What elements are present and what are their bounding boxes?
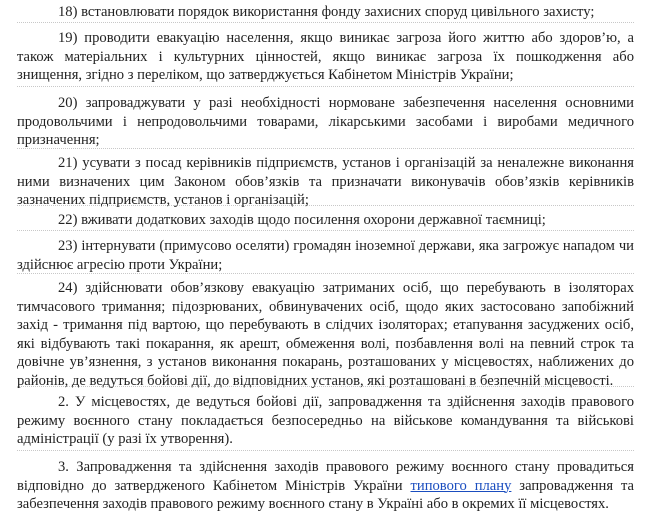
text-line: 21) усувати з посад керівників підприємств, установ і організацій за неналежне виконання	[58, 155, 634, 171]
text-line: тимчасового тримання; підозрюваних, обвинувачених осіб, щодо яких застосовано запобіжний	[17, 298, 634, 315]
text-line: призначення;	[17, 132, 100, 148]
text-line: 22) вживати додаткових заходів щодо посилення охорони державної таємниці;	[58, 212, 546, 228]
text-line: режиму воєнного стану покладається безпосередньо на військове командування та військові	[17, 412, 634, 429]
paragraph-item-3	[17, 451, 634, 513]
text-line-with-link	[17, 477, 634, 496]
text-line: 19) проводити евакуацію населення, якщо виникає загроза його життю або здоров’ю, а	[58, 30, 634, 46]
text-line: ними визначених цим Законом обов’язків та призначати виконувачів обов’язків керівників	[17, 173, 634, 190]
text-line: також матеріальних і культурних цінностей, якщо виникає загроза їх пошкодження або	[17, 48, 634, 65]
text-line: 24) здійснювати обов’язкову евакуацію затриманих осіб, що перебувають в ізоляторах	[58, 280, 634, 296]
paragraph-item-21	[17, 149, 634, 206]
text-line: які відбувають такі покарання, як арешт, обмеження волі, позбавлення волі на певний строк та	[17, 335, 634, 352]
text-line: адміністрації (у разі їх утворення).	[17, 431, 233, 447]
text-line: 23) інтернувати (примусово оселяти) громадян іноземної держави, яка загрожує нападом чи	[58, 238, 634, 254]
paragraph-item-20	[17, 87, 634, 149]
paragraph-item-24	[17, 274, 634, 387]
text-line: зазначених підприємств, установ і організацій;	[17, 192, 309, 208]
text-line: здійснює агресію проти України;	[17, 256, 223, 273]
text-line: районів, де ведуться бойові дії, до відповідних установ, які розташовані в безпечній місцевості.	[17, 372, 614, 389]
paragraph-item-2	[17, 387, 634, 451]
text-line: 18) встановлювати порядок використання фонду захисних споруд цивільного захисту;	[58, 4, 595, 20]
typical-plan-link[interactable]: типового плану	[410, 477, 512, 494]
text-line: захід - тримання під вартою, що перебувають в слідчих ізоляторах; етапування засуджених осіб,	[17, 317, 634, 333]
text-segment: відповідно до затвердженого Кабінетом Міністрів України	[17, 477, 411, 494]
paragraph-item-22	[17, 206, 634, 231]
paragraph-item-19	[17, 23, 634, 87]
text-line: 20) запроваджувати у разі необхідності нормоване забезпечення населення основними	[58, 95, 634, 111]
text-line: продовольчими і непродовольчими товарами, лікарськими засобами і виробами медичного	[17, 113, 634, 130]
paragraph-item-23	[17, 231, 634, 274]
text-segment: запровадження та	[511, 477, 634, 494]
paragraph-item-18	[17, 0, 634, 23]
text-line: 2. У місцевостях, де ведуться бойові дії, запровадження та здійснення заходів правового	[58, 394, 634, 410]
text-line: забезпечення заходів правового режиму воєнного стану в Україні або в окремих її місцевостях.	[17, 496, 609, 512]
text-line: довічне ув’язнення, з установ виконання покарань, розташованих у місцевостях, наближених до	[17, 354, 634, 370]
text-line: 3. Запровадження та здійснення заходів правового режиму воєнного стану провадиться	[58, 459, 634, 475]
text-line: знищення, згідно з переліком, що затверджується Кабінетом Міністрів України;	[17, 67, 514, 83]
